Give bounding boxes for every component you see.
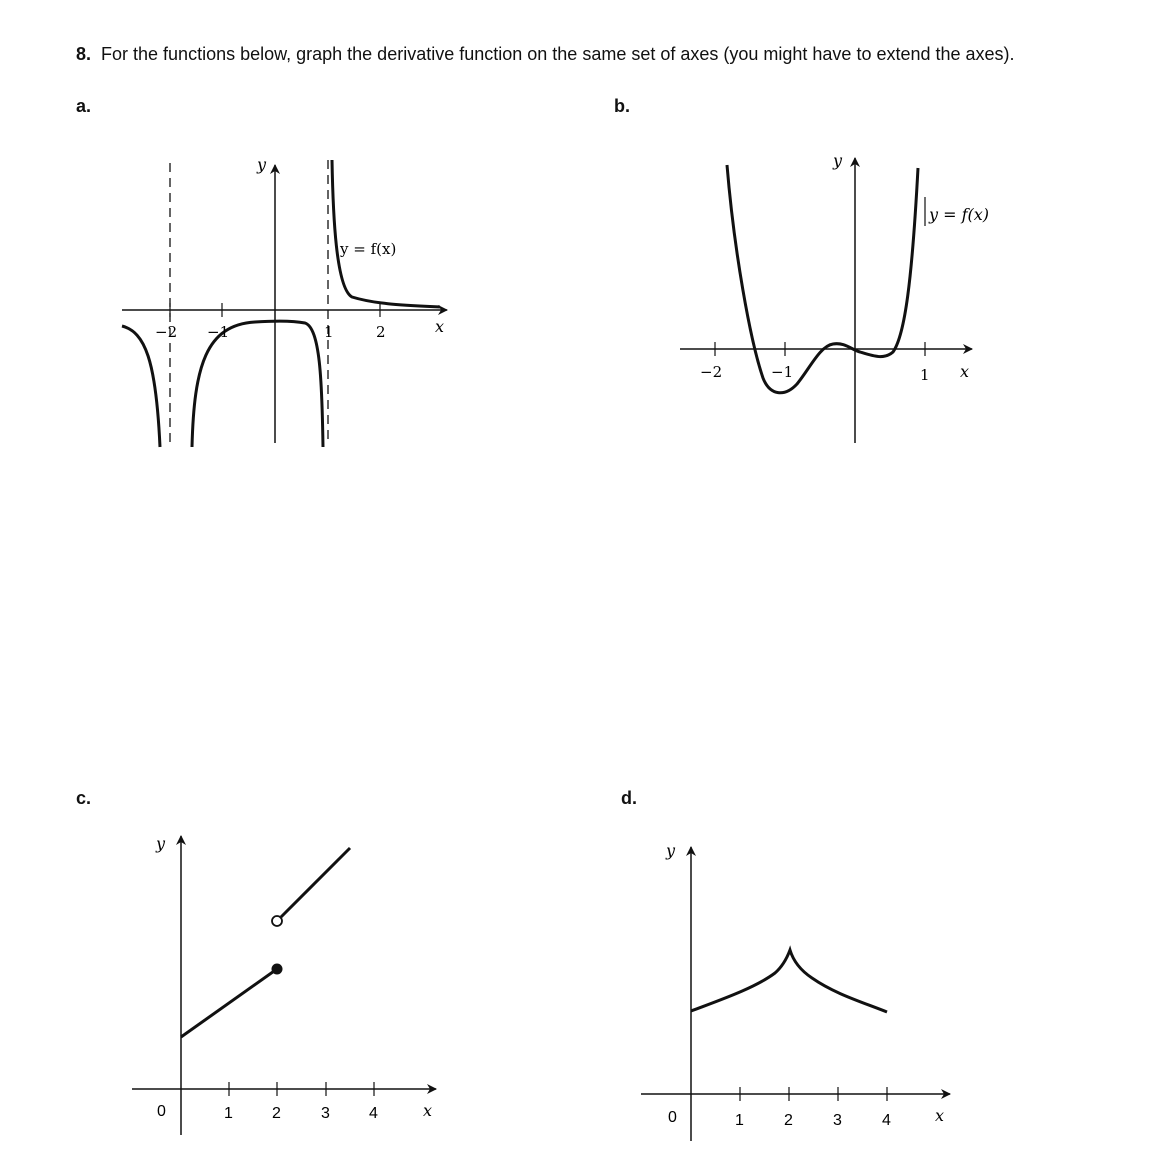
graph-b-tick-label-1: 1 bbox=[920, 366, 930, 384]
graph-d-y-label: y bbox=[666, 841, 676, 860]
graph-d-tick-label-2: 2 bbox=[784, 1112, 793, 1129]
graph-d-tick-label-3: 3 bbox=[833, 1112, 842, 1129]
graph-a-y-label: y bbox=[257, 155, 267, 174]
graph-d-x-label: x bbox=[935, 1106, 945, 1125]
graph-b-tick-label-neg2: −2 bbox=[700, 363, 723, 381]
graph-b-tick-label-neg1: −1 bbox=[771, 363, 794, 381]
graph-a-tick-label-1: 1 bbox=[324, 323, 334, 341]
graph-b-curve-label: y = f(x) bbox=[929, 205, 990, 224]
graph-b-y-label: y bbox=[833, 151, 843, 170]
graph-d-tick-label-1: 1 bbox=[735, 1112, 744, 1129]
question-text: For the functions below, graph the derivative function on the same set of axes (you might have to extend the axes). bbox=[101, 44, 1015, 64]
part-c-label: c. bbox=[76, 788, 92, 808]
graph-a-curve-label: y = f(x) bbox=[340, 240, 397, 258]
graph-a-tick-label-2: 2 bbox=[376, 323, 386, 341]
graph-c-y-label: y bbox=[156, 834, 166, 853]
graph-d-tick-label-4: 4 bbox=[882, 1112, 891, 1129]
graph-c-tick-label-4: 4 bbox=[369, 1105, 378, 1122]
graph-c-origin-label: 0 bbox=[157, 1103, 166, 1120]
graph-c-tick-label-3: 3 bbox=[321, 1105, 330, 1122]
graph-c-x-label: x bbox=[423, 1101, 433, 1120]
graph-a-tick-label-neg1: −1 bbox=[207, 323, 230, 341]
question-number: 8. bbox=[76, 44, 92, 64]
part-d-label: d. bbox=[621, 788, 637, 808]
part-a-label: a. bbox=[76, 96, 92, 116]
graph-c-tick-label-2: 2 bbox=[272, 1105, 281, 1122]
graph-d-curve bbox=[691, 950, 887, 1012]
graph-c-tick-label-1: 1 bbox=[224, 1105, 233, 1122]
graph-b-x-label: x bbox=[960, 362, 970, 381]
graph-d-origin-label: 0 bbox=[668, 1109, 677, 1126]
part-b-label: b. bbox=[614, 96, 630, 116]
graph-a-tick-label-neg2: −2 bbox=[155, 323, 178, 341]
graph-a-x-label: x bbox=[435, 317, 445, 336]
